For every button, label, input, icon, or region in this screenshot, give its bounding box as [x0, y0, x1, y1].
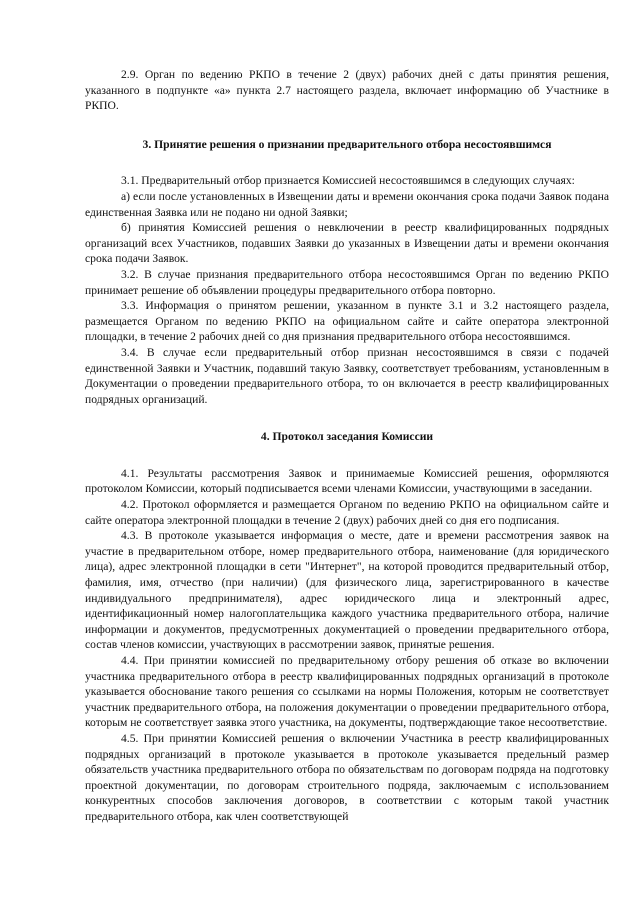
paragraph-3-1-b: б) принятия Комиссией решения о невключении в реестр квалифицированных подрядных организаций всех Участников, подавших Заявки до указанных в Извещении даты и времени окончания срока подачи Заявок. [85, 221, 609, 266]
document-page [85, 67, 609, 825]
paragraph-3-3: 3.3. Информация о принятом решении, указанном в пункте 3.1 и 3.2 настоящего раздела, размещается Органом по ведению РКПО на официальном сайте и сайте оператора электронной площадки, в течение 2 рабочих дней со дня признания предварительного отбора несостоявшимся. [85, 299, 609, 344]
paragraph-4-1: 4.1. Результаты рассмотрения Заявок и принимаемые Комиссией решения, оформляются протоколом Комиссии, который подписывается всеми членами Комиссии, участвующими в заседании. [85, 466, 609, 496]
paragraph-4-4: 4.4. При принятии комиссией по предварительному отбору решения об отказе во включении участника предварительного отбора в реестр квалифицированных подрядных организаций в протоколе указывается обоснование такого решения со ссылками на нормы Положения, которым не соответствует участник предварительного отбора, на положения документации о проведении предварительного отбора, которым не соответствует заявка этого участника, на документы, подтверждающие такое несоответствие. [85, 654, 609, 730]
paragraph-4-3: 4.3. В протоколе указывается информация о месте, дате и времени рассмотрения заявок на участие в предварительном отборе, номер предварительного отбора, наименование (для юридического лица), адрес электронной площадки в сети "Интернет", на которой проводится предварительный отбор, фамилия, имя, отчество (при наличии) (для физического лица, зарегистрированного в качестве индивидуального предпринимателя), адрес юридического лица и электронный адрес, идентификационный номер налогоплательщика каждого участника предварительного отбора, наличие информации и документов, предусмотренных документацией о проведении предварительного отбора, состав членов комиссии, участвующих в рассмотрении заявок, принятые решения. [85, 529, 609, 652]
paragraph-3-2: 3.2. В случае признания предварительного отбора несостоявшимся Орган по ведению РКПО принимает решение об объявлении процедуры предварительного отбора повторно. [85, 267, 609, 297]
paragraph-3-1-a: а) если после установленных в Извещении даты и времени окончания срока подачи Заявок подана единственная Заявка или не подано ни одной Заявки; [85, 189, 609, 219]
paragraph-4-5: 4.5. При принятии Комиссией решения о включении Участника в реестр квалифицированных подрядных организаций в протоколе указывается в протоколе указывается предельный размер обязательств участника предварительного отбора по обязательствам по договорам подряда на подготовку проектной документации, по договорам строительного подряда, заключаемым с использованием конкурентных способов заключения договоров, в соответствии с которым такой участник предварительного отбора, как член соответствующей [85, 731, 609, 823]
paragraph-2-9: 2.9. Орган по ведению РКПО в течение 2 (двух) рабочих дней с даты принятия решения, указанного в подпункте «а» пункта 2.7 настоящего раздела, включает информацию об Участнике в РКПО. [85, 68, 609, 113]
section-4-heading: 4. Протокол заседания Комиссии [260, 430, 434, 444]
paragraph-4-2: 4.2. Протокол оформляется и размещается Органом по ведению РКПО на официальном сайте и сайте оператора электронной площадки в течение 2 (двух) рабочих дней со дня его подписания. [85, 498, 609, 527]
paragraph-3-1: 3.1. Предварительный отбор признается Комиссией несостоявшимся в следующих случаях: [121, 174, 575, 188]
section-3-heading: 3. Принятие решения о признании предварительного отбора несостоявшимся [142, 137, 552, 151]
paragraph-3-4: 3.4. В случае если предварительный отбор признан несостоявшимся в связи с подачей единственной Заявки и Участник, подавший такую Заявку, соответствует требованиям, установленным в Документации о проведении предварительного отбора, то он включается в реестр квалифицированных подрядных организаций. [85, 345, 609, 406]
